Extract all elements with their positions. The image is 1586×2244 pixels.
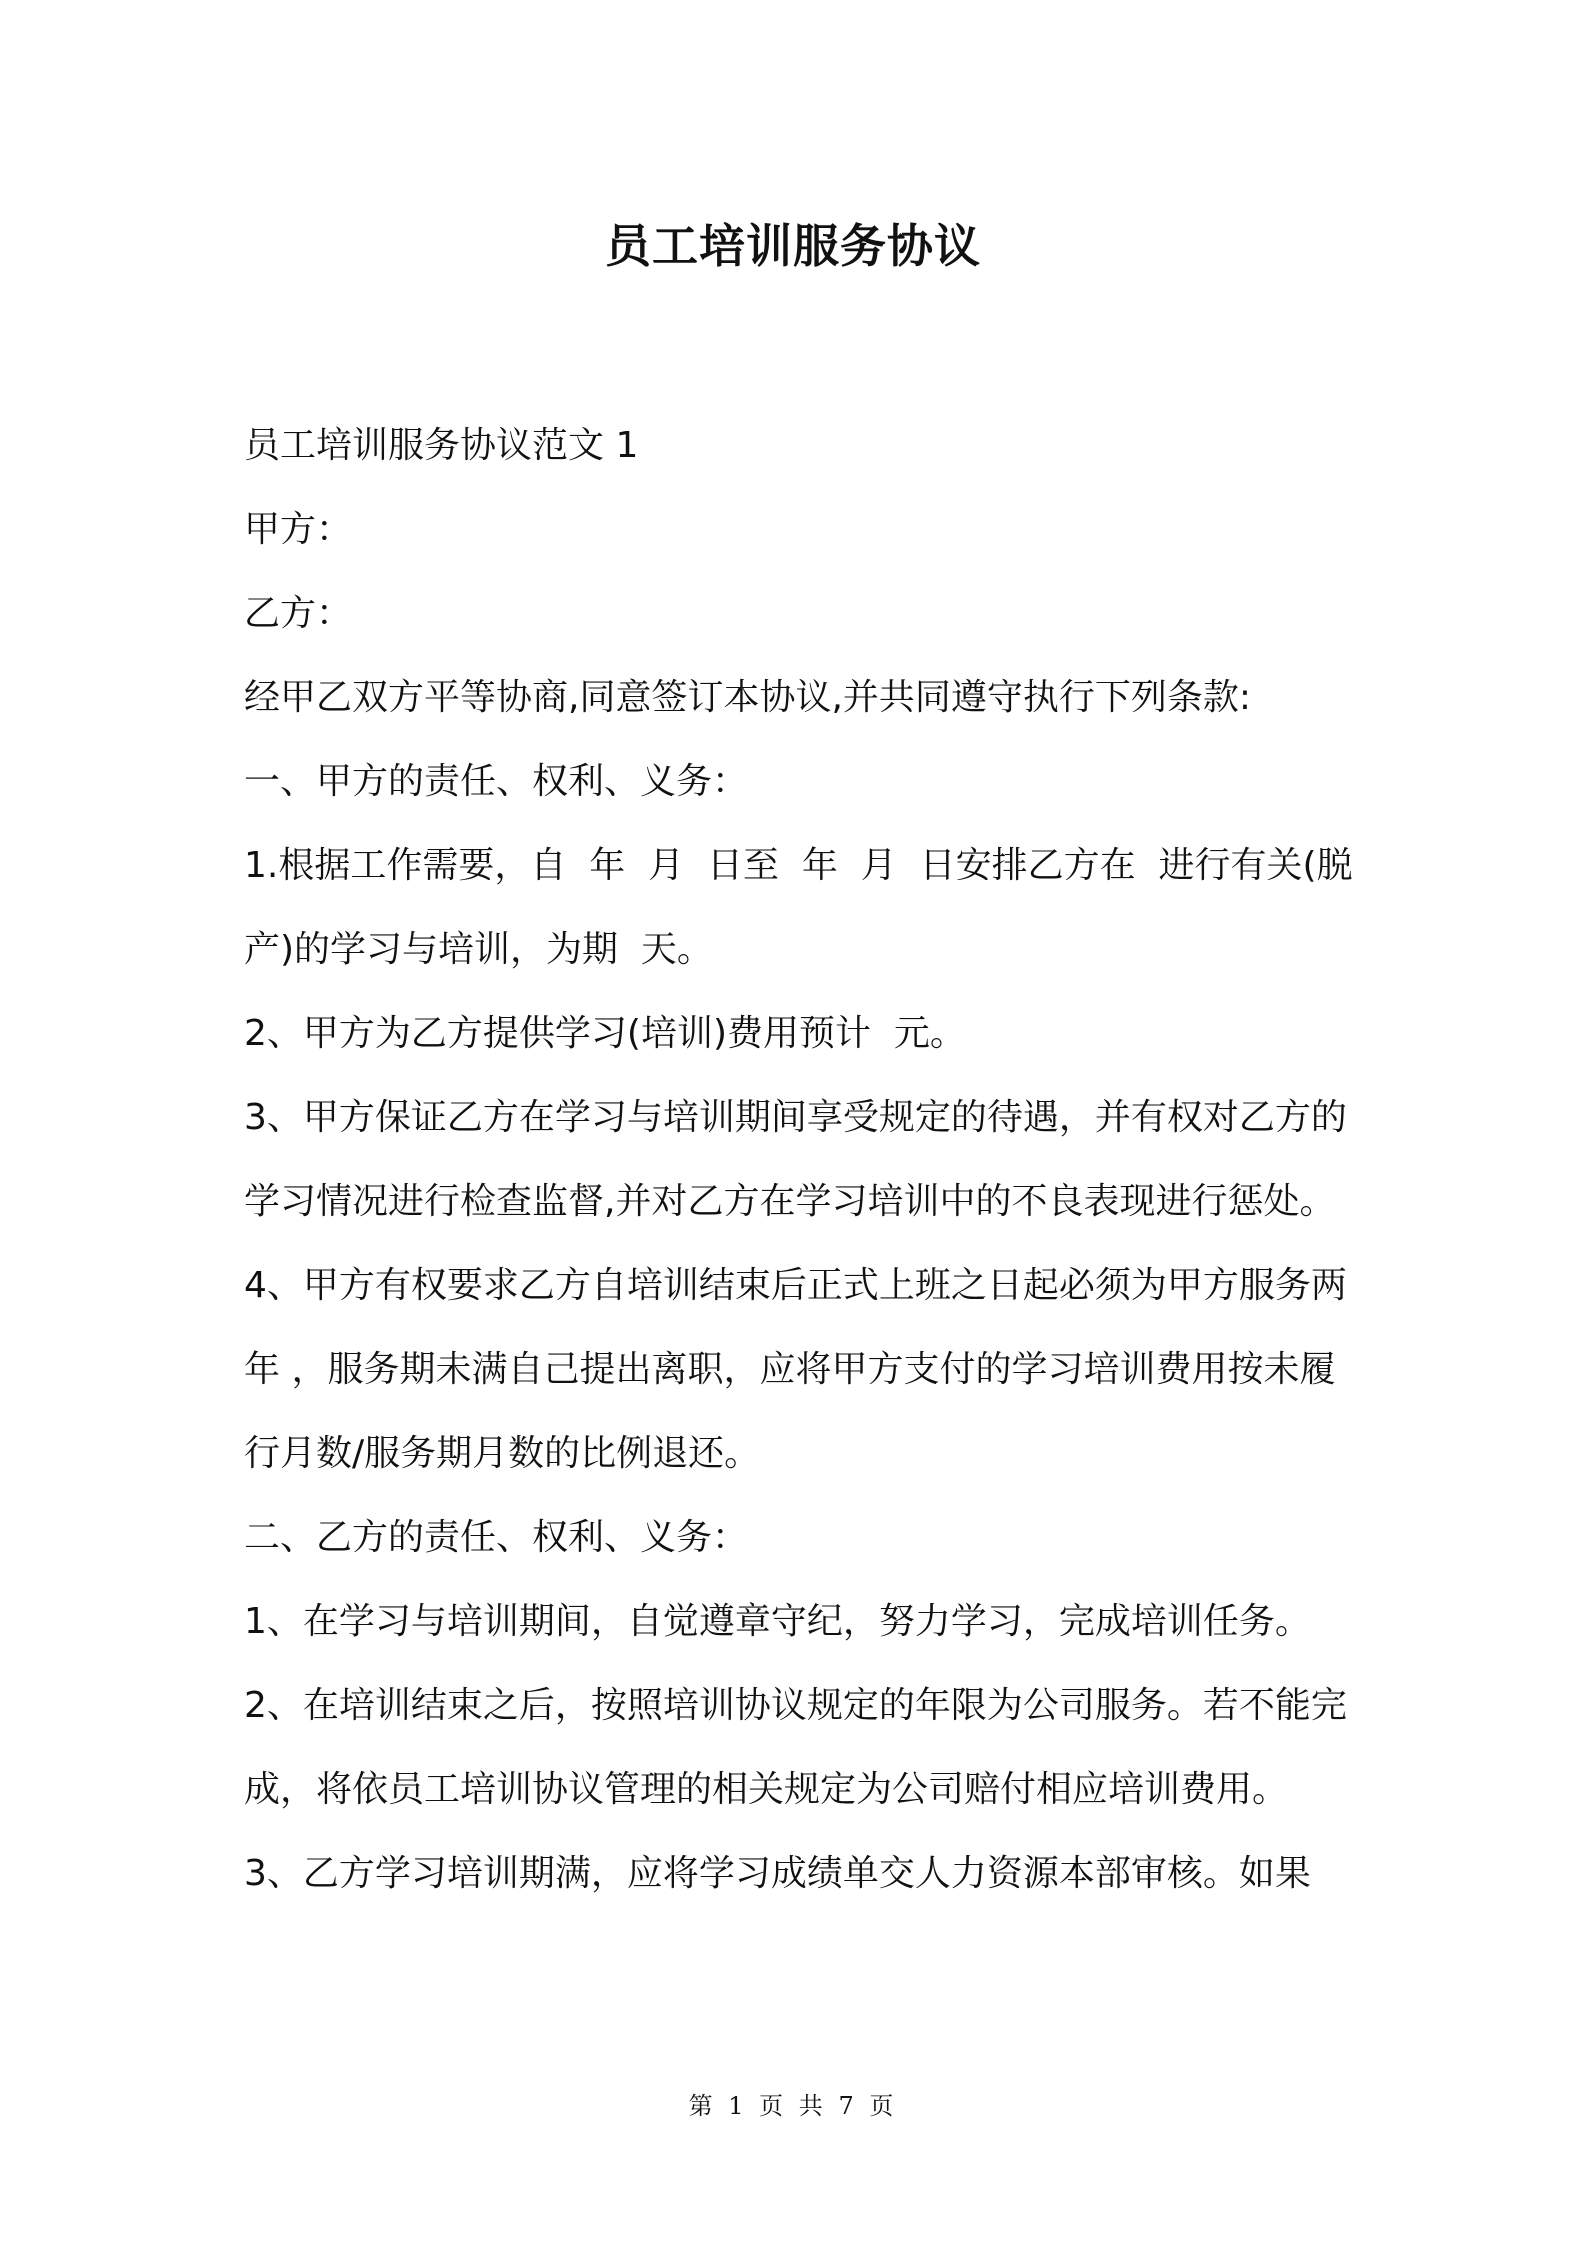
paragraph-preamble: 经甲乙双方平等协商,同意签订本协议,并共同遵守执行下列条款: <box>244 677 1252 718</box>
section-heading-party-a: 一、甲方的责任、权利、义务： <box>244 761 749 802</box>
clause-a-2: 2、甲方为乙方提供学习(培训)费用预计 元。 <box>244 1013 966 1054</box>
clause-b-2: 2、在培训结束之后，按照培训协议规定的年限为公司服务。若不能完成，将依员工培训协议管理的相关规定为公司赔付相应培训费用。 <box>244 1685 1347 1810</box>
clause-a-4: 4、甲方有权要求乙方自培训结束后正式上班之日起必须为甲方服务两年 ，服务期未满自己提出离职，应将甲方支付的学习培训费用按未履行月数/服务期月数的比例退还。 <box>244 1265 1347 1474</box>
page-indicator: 第 1 页 共 7 页 <box>688 2092 898 2120</box>
clause-a-3: 3、甲方保证乙方在学习与培训期间享受规定的待遇，并有权对乙方的学习情况进行检查监督,并对乙方在学习培训中的不良表现进行惩处。 <box>244 1097 1347 1222</box>
paragraph-subtitle: 员工培训服务协议范文 1 <box>244 425 639 466</box>
section-heading-party-b: 二、乙方的责任、权利、义务： <box>244 1517 749 1558</box>
clause-b-3: 3、乙方学习培训期满，应将学习成绩单交人力资源本部审核。如果 <box>244 1853 1311 1894</box>
paragraph-party-a: 甲方： <box>244 509 353 550</box>
clause-b-1: 1、在学习与培训期间，自觉遵章守纪，努力学习，完成培训任务。 <box>244 1601 1311 1642</box>
document-title: 员工培训服务协议 <box>605 219 981 273</box>
clause-a-1: 1.根据工作需要，自 年 月 日至 年 月 日安排乙方在 进行有关(脱产)的学习与培训，为期 天。 <box>244 845 1353 970</box>
document-body <box>244 404 1364 1916</box>
paragraph-party-b: 乙方： <box>244 593 353 634</box>
